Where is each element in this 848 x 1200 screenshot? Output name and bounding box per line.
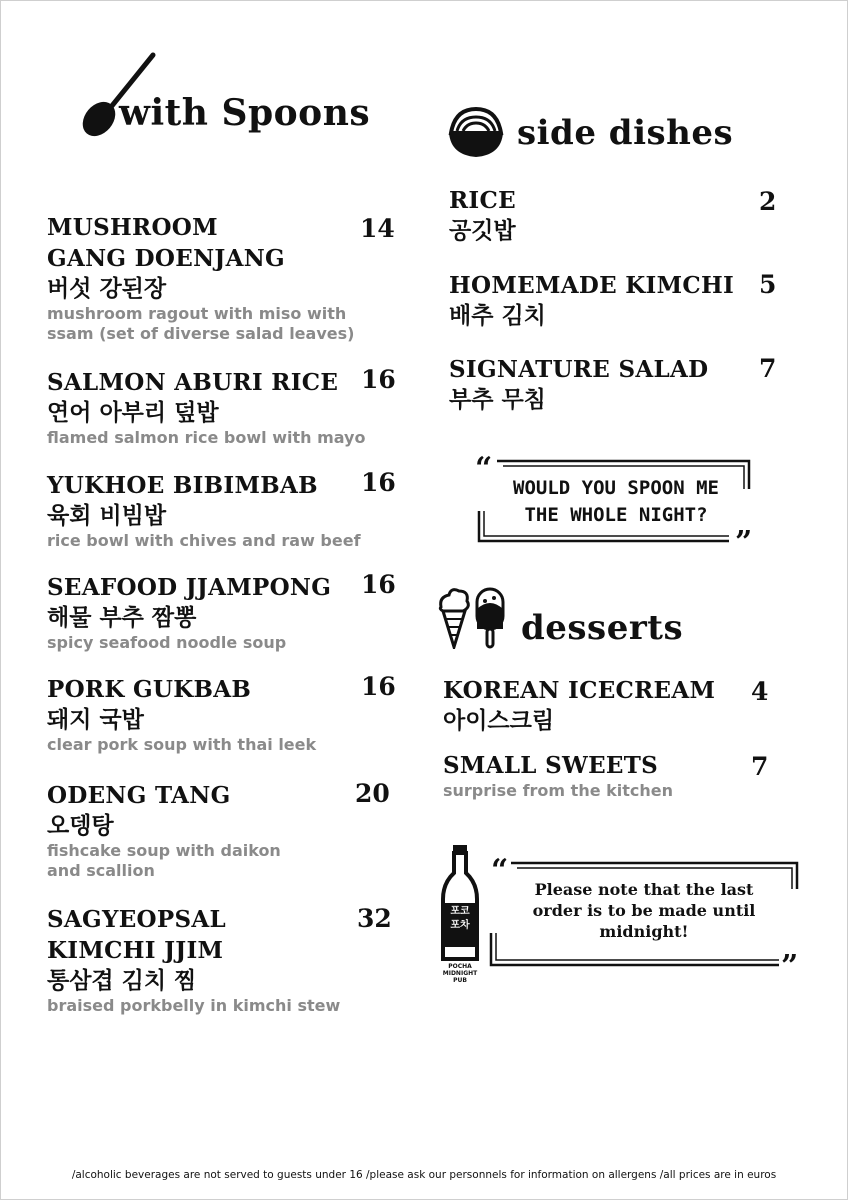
menu-item-odeng-tang — [47, 780, 397, 881]
desserts-section-header — [437, 587, 683, 649]
footer-disclaimer: /alcoholic beverages are not served to guests under 16 /please ask our personnels for information on allergens /all prices are in euros — [71, 1169, 777, 1181]
item-price: 14 — [360, 214, 395, 243]
item-desc: clear pork soup with thai leek — [47, 735, 317, 754]
note-text: Please note that the last order is to be made until midnight! — [532, 880, 756, 941]
item-price: 16 — [361, 570, 396, 599]
item-korean: 버섯 강된장 — [47, 276, 167, 302]
item-korean: 부추 무침 — [449, 387, 546, 413]
item-price: 32 — [357, 904, 392, 933]
item-name: SMALL SWEETS — [443, 752, 659, 779]
item-desc: flamed salmon rice bowl with mayo — [47, 428, 366, 447]
open-quote-icon: “ — [491, 853, 509, 888]
item-korean: 돼지 국밥 — [47, 707, 144, 733]
close-quote-icon: ” — [735, 525, 753, 560]
item-name: MUSHROOM GANG DOENJANG — [47, 214, 285, 272]
menu-item-seafood-jjampong — [47, 572, 397, 653]
spoons-section-header — [77, 49, 370, 141]
side-dishes-section-title: side dishes — [517, 113, 734, 153]
item-name: YUKHOE BIBIMBAB — [47, 472, 318, 499]
icecream-icon — [437, 587, 507, 649]
item-korean: 육회 비빔밥 — [47, 503, 167, 529]
item-price: 2 — [759, 187, 777, 216]
spoons-section-title: with Spoons — [119, 92, 371, 134]
item-desc: braised porkbelly in kimchi stew — [47, 996, 341, 1015]
close-quote-icon: ” — [781, 949, 799, 984]
soju-bottle-icon — [439, 843, 481, 963]
item-name: SIGNATURE SALAD — [449, 356, 709, 383]
menu-item-salmon-aburi — [47, 365, 396, 448]
quote-box — [475, 451, 757, 560]
open-quote-icon: “ — [475, 451, 493, 486]
item-name: PORK GUKBAB — [47, 676, 252, 703]
side-dishes-section-header — [447, 105, 733, 161]
item-name: ODENG TANG — [47, 782, 231, 809]
item-korean: 연어 아부리 덮밥 — [47, 400, 219, 426]
item-korean: 공깃밥 — [449, 218, 516, 244]
item-korean: 해물 부추 짬뽕 — [47, 605, 197, 631]
noodle-bowl-icon — [447, 105, 505, 161]
item-name: SAGYEOPSAL KIMCHI JJIM — [47, 906, 227, 964]
dessert-item-small-sweets — [443, 750, 773, 801]
item-name: SEAFOOD JJAMPONG — [47, 574, 332, 601]
item-desc: spicy seafood noodle soup — [47, 633, 287, 652]
item-name: KOREAN ICECREAM — [443, 677, 716, 704]
item-korean: 아이스크림 — [443, 708, 555, 734]
menu-item-pork-gukbab — [47, 674, 397, 755]
desserts-section-title: desserts — [521, 608, 684, 648]
item-price: 7 — [759, 354, 777, 383]
item-desc: rice bowl with chives and raw beef — [47, 531, 361, 550]
soju-bottle — [439, 843, 481, 983]
menu-item-sagyeopsal — [47, 904, 397, 1016]
side-item-signature-salad — [449, 354, 779, 415]
item-price: 7 — [751, 752, 769, 781]
side-item-rice — [449, 185, 779, 246]
item-desc: surprise from the kitchen — [443, 781, 674, 800]
quote-text: WOULD YOU SPOON ME THE WHOLE NIGHT? — [513, 477, 719, 526]
item-price: 5 — [759, 270, 777, 299]
menu-item-yukhoe-bibimbab — [47, 468, 396, 551]
item-price: 16 — [361, 468, 396, 497]
dessert-item-korean-icecream — [443, 675, 773, 736]
bottle-label: 포코 포차 — [450, 906, 470, 931]
item-name: SALMON ABURI RICE — [47, 369, 339, 396]
item-desc: fishcake soup with daikon and scallion — [47, 841, 281, 880]
menu-item-mushroom — [47, 212, 395, 344]
item-korean: 오뎅탕 — [47, 813, 114, 839]
item-korean: 통삼겹 김치 찜 — [47, 968, 197, 994]
bottle-brand: POCHA MIDNIGHT PUB — [442, 963, 478, 984]
item-price: 16 — [361, 672, 396, 701]
item-name: HOMEMADE KIMCHI — [449, 272, 735, 299]
item-korean: 배추 김치 — [449, 303, 546, 329]
item-price: 16 — [361, 365, 396, 394]
item-name: RICE — [449, 187, 516, 214]
note-box — [489, 853, 801, 984]
side-item-homemade-kimchi — [449, 270, 779, 331]
item-desc: mushroom ragout with miso with ssam (set of diverse salad leaves) — [47, 304, 355, 343]
item-price: 20 — [355, 779, 390, 808]
item-price: 4 — [751, 677, 769, 706]
